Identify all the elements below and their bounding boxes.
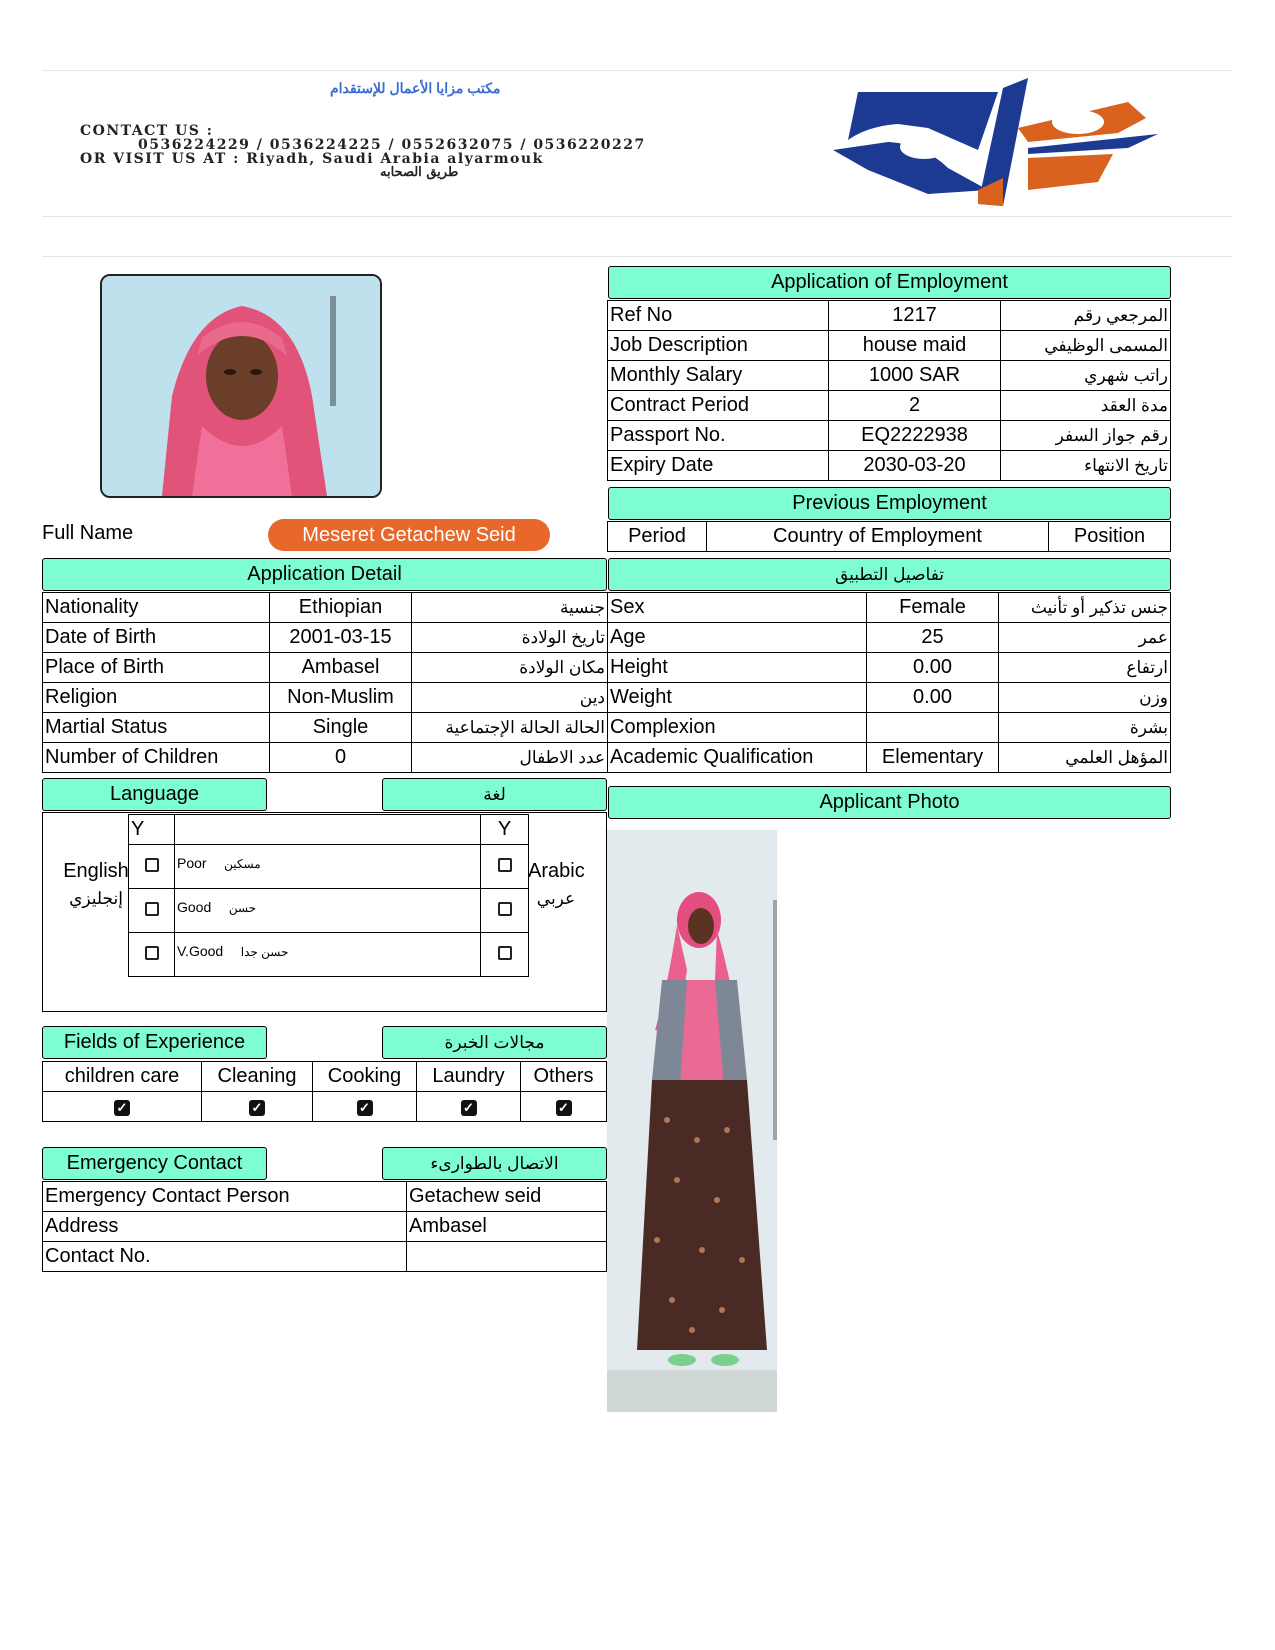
checkbox-icon <box>145 858 159 872</box>
previous-header-position: Position <box>1049 522 1171 552</box>
field-others: Others <box>521 1062 607 1092</box>
fields-table <box>42 1061 607 1122</box>
emergency-title-ar: الاتصال بالطوارىء <box>382 1147 607 1180</box>
table-row <box>608 522 1171 552</box>
employment-label-ar: تاريخ الانتهاء <box>1001 451 1171 481</box>
table-row <box>129 815 529 845</box>
emergency-label: Address <box>43 1212 407 1242</box>
language-level <box>175 845 481 889</box>
detail-ar-value: 0.00 <box>867 653 999 683</box>
employment-value: 1217 <box>829 301 1001 331</box>
arabic-poor-checkbox[interactable] <box>481 845 529 889</box>
table-row <box>43 683 608 713</box>
check-icon: ✓ <box>249 1100 265 1116</box>
table-row <box>608 421 1171 451</box>
cooking-checkbox[interactable] <box>313 1092 417 1122</box>
contact-phones: 0536224229 / 0536224225 / 0552632075 / 0536220227 <box>138 137 646 153</box>
detail-ar-label-ar: جنس تذكير أو تأنيث <box>999 593 1171 623</box>
employment-title: Application of Employment <box>608 266 1171 299</box>
arabic-good-checkbox[interactable] <box>481 889 529 933</box>
portrait-photo <box>100 274 382 498</box>
full-name-label: Full Name <box>42 522 134 544</box>
checkbox-icon <box>498 946 512 960</box>
previous-title: Previous Employment <box>608 487 1171 520</box>
table-row <box>129 889 529 933</box>
detail-ar-label-ar: المؤهل العلمي <box>999 743 1171 773</box>
detail-ar-label-ar: عمر <box>999 623 1171 653</box>
detail-ar-label: Academic Qualification <box>608 743 867 773</box>
detail-label-ar: دين <box>412 683 608 713</box>
detail-label: Nationality <box>43 593 270 623</box>
table-row <box>608 301 1171 331</box>
employment-table <box>607 300 1171 481</box>
employment-label-ar: المسمى الوظيفي <box>1001 331 1171 361</box>
table-row <box>43 713 608 743</box>
level-en: Poor <box>177 855 207 871</box>
employment-label-ar: المرجعي رقم <box>1001 301 1171 331</box>
check-icon: ✓ <box>114 1100 130 1116</box>
field-children-care: children care <box>43 1062 202 1092</box>
employment-label-ar: رقم جواز السفر <box>1001 421 1171 451</box>
arabic-vgood-checkbox[interactable] <box>481 933 529 977</box>
detail-ar-title: تفاصيل التطبيق <box>608 558 1171 591</box>
table-row <box>43 1212 607 1242</box>
table-row <box>608 361 1171 391</box>
table-row <box>608 391 1171 421</box>
language-level <box>175 933 481 977</box>
detail-value: Ambasel <box>270 653 412 683</box>
field-cooking: Cooking <box>313 1062 417 1092</box>
table-row <box>608 683 1171 713</box>
table-row <box>608 623 1171 653</box>
checkbox-icon <box>145 946 159 960</box>
emergency-label: Contact No. <box>43 1242 407 1272</box>
table-row <box>129 933 529 977</box>
detail-value: 2001-03-15 <box>270 623 412 653</box>
detail-ar-label: Weight <box>608 683 867 713</box>
emergency-value: Ambasel <box>407 1212 607 1242</box>
employment-value: house maid <box>829 331 1001 361</box>
detail-label: Religion <box>43 683 270 713</box>
table-row <box>608 331 1171 361</box>
applicant-photo-title: Applicant Photo <box>608 786 1171 819</box>
field-cleaning: Cleaning <box>202 1062 313 1092</box>
detail-label: Date of Birth <box>43 623 270 653</box>
detail-label-ar: الحالة الحالة الإجتماعية <box>412 713 608 743</box>
detail-label: Martial Status <box>43 713 270 743</box>
emergency-label: Emergency Contact Person <box>43 1182 407 1212</box>
check-icon: ✓ <box>556 1100 572 1116</box>
employment-label: Job Description <box>608 331 829 361</box>
table-row <box>43 743 608 773</box>
detail-ar-label: Age <box>608 623 867 653</box>
table-row <box>608 593 1171 623</box>
check-icon: ✓ <box>461 1100 477 1116</box>
table-row <box>129 845 529 889</box>
detail-value: Single <box>270 713 412 743</box>
checkbox-icon <box>498 902 512 916</box>
english-label: English <box>63 860 129 882</box>
language-level <box>175 889 481 933</box>
cleaning-checkbox[interactable] <box>202 1092 313 1122</box>
level-en: Good <box>177 899 212 915</box>
language-arabic-label <box>528 860 584 909</box>
previous-header-country: Country of Employment <box>707 522 1049 552</box>
detail-value: 0 <box>270 743 412 773</box>
level-en: V.Good <box>177 943 224 959</box>
employment-label-ar: راتب شهري <box>1001 361 1171 391</box>
table-row <box>608 653 1171 683</box>
contact-label: CONTACT US : <box>80 123 214 139</box>
english-vgood-checkbox[interactable] <box>129 933 175 977</box>
emergency-title: Emergency Contact <box>42 1147 267 1180</box>
fields-title: Fields of Experience <box>42 1026 267 1059</box>
emergency-table <box>42 1181 607 1272</box>
table-row <box>43 593 608 623</box>
detail-value: Non-Muslim <box>270 683 412 713</box>
detail-label-ar: عدد الاطفال <box>412 743 608 773</box>
check-icon: ✓ <box>357 1100 373 1116</box>
language-title-ar: لغة <box>382 778 607 811</box>
detail-label: Place of Birth <box>43 653 270 683</box>
detail-ar-value: 25 <box>867 623 999 653</box>
employment-label: Contract Period <box>608 391 829 421</box>
detail-ar-label: Height <box>608 653 867 683</box>
table-row <box>43 1062 607 1092</box>
contact-visit: OR VISIT US AT : Riyadh, Saudi Arabia alyarmouk <box>80 151 544 167</box>
applicant-full-photo <box>607 830 777 1412</box>
arabic-label: Arabic <box>528 860 585 882</box>
detail-ar-table <box>607 592 1171 773</box>
checkbox-icon <box>498 858 512 872</box>
detail-label-ar: تاريخ الولادة <box>412 623 608 653</box>
detail-label-ar: مكان الولادة <box>412 653 608 683</box>
emergency-value <box>407 1242 607 1272</box>
full-name-pill: Meseret Getachew Seid <box>268 519 550 551</box>
others-checkbox[interactable] <box>521 1092 607 1122</box>
detail-label: Number of Children <box>43 743 270 773</box>
field-laundry: Laundry <box>417 1062 521 1092</box>
table-row <box>608 451 1171 481</box>
table-row <box>43 1092 607 1122</box>
employment-label-ar: مدة العقد <box>1001 391 1171 421</box>
company-logo <box>828 78 1168 218</box>
detail-table <box>42 592 608 773</box>
employment-value: 2030-03-20 <box>829 451 1001 481</box>
detail-ar-label-ar: ارتفاع <box>999 653 1171 683</box>
children-care-checkbox[interactable] <box>43 1092 202 1122</box>
level-ar: مسكين <box>224 857 261 871</box>
employment-label: Passport No. <box>608 421 829 451</box>
header-gap-rule <box>42 256 1232 257</box>
detail-ar-value: Female <box>867 593 999 623</box>
previous-header-period: Period <box>608 522 707 552</box>
employment-value: 1000 SAR <box>829 361 1001 391</box>
employment-label: Monthly Salary <box>608 361 829 391</box>
table-row <box>43 1242 607 1272</box>
detail-ar-label-ar: وزن <box>999 683 1171 713</box>
table-row <box>608 713 1171 743</box>
contact-street-ar: طريق الصحابه <box>380 165 459 180</box>
level-ar: حسن جدا <box>240 945 289 959</box>
header-top-rule <box>42 70 1232 71</box>
detail-ar-label-ar: بشرة <box>999 713 1171 743</box>
arabic-y-header: Y <box>481 815 529 845</box>
detail-ar-label: Sex <box>608 593 867 623</box>
employment-label: Ref No <box>608 301 829 331</box>
employment-value: EQ2222938 <box>829 421 1001 451</box>
english-y-header: Y <box>129 815 175 845</box>
detail-title: Application Detail <box>42 558 607 591</box>
arabic-label-ar: عربي <box>536 889 576 908</box>
checkbox-icon <box>145 902 159 916</box>
detail-label-ar: جنسية <box>412 593 608 623</box>
detail-ar-value: 0.00 <box>867 683 999 713</box>
header-bottom-rule <box>42 216 1232 217</box>
language-english-label <box>60 860 132 909</box>
employment-label: Expiry Date <box>608 451 829 481</box>
laundry-checkbox[interactable] <box>417 1092 521 1122</box>
language-title: Language <box>42 778 267 811</box>
table-row <box>608 743 1171 773</box>
language-table <box>128 814 529 977</box>
table-row <box>43 623 608 653</box>
detail-ar-value <box>867 713 999 743</box>
level-ar: حسن <box>228 901 257 915</box>
detail-value: Ethiopian <box>270 593 412 623</box>
office-name-ar: مكتب مزايا الأعمال للإستقدام <box>330 80 501 96</box>
english-poor-checkbox[interactable] <box>129 845 175 889</box>
detail-ar-value: Elementary <box>867 743 999 773</box>
english-good-checkbox[interactable] <box>129 889 175 933</box>
language-level-header <box>175 815 481 845</box>
employment-value: 2 <box>829 391 1001 421</box>
table-row <box>43 653 608 683</box>
fields-title-ar: مجالات الخبرة <box>382 1026 607 1059</box>
table-row <box>43 1182 607 1212</box>
emergency-value: Getachew seid <box>407 1182 607 1212</box>
contact-block <box>80 124 646 180</box>
english-label-ar: إنجليزي <box>69 889 123 908</box>
previous-table <box>607 521 1171 552</box>
detail-ar-label: Complexion <box>608 713 867 743</box>
